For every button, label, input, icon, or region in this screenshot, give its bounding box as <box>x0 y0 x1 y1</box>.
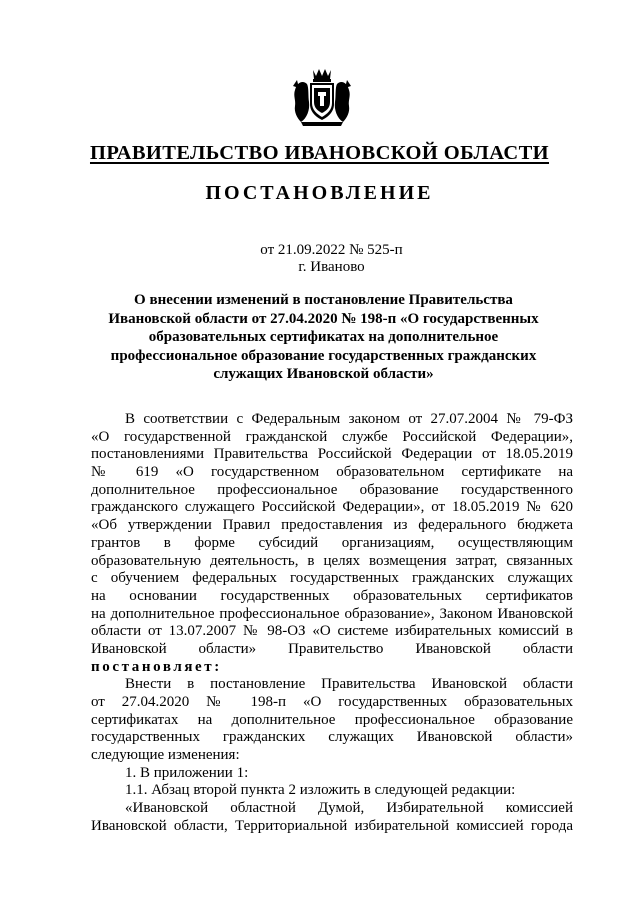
city-line: г. Иваново <box>298 259 365 275</box>
coat-of-arms-emblem <box>291 66 353 128</box>
document-body <box>91 411 573 836</box>
body-line: на дополнительное профессиональное образование», Законом Ивановской <box>91 605 573 622</box>
body-line: области от 13.07.2007 № 98-ОЗ «О системе избирательных комиссий в <box>91 623 573 640</box>
body-line: «Об утверждении Правил предоставления из федерального бюджета <box>91 517 573 534</box>
subject-line: Ивановской области от 27.04.2020 № 198-п «О государственных <box>108 310 539 327</box>
body-line: грантов в форме субсидий организациям, осуществляющим <box>91 534 573 551</box>
body-line: Ивановской области» Правительство Ивановской области <box>91 640 573 657</box>
body-line: с обучением федеральных государственных гражданских служащих <box>91 570 573 587</box>
body-line: «О государственной гражданской службе Российской Федерации», <box>91 428 573 445</box>
body-line: В соответствии с Федеральным законом от 27.07.2004 № 79-ФЗ <box>125 411 573 427</box>
document-subject <box>100 291 547 384</box>
subject-line: служащих Ивановской области» <box>213 366 434 383</box>
body-line: гражданского служащего Российской Федерации», от 18.05.2019 № 620 <box>91 499 573 516</box>
body-line: сертификатах на дополнительное профессиональное образование <box>91 711 573 728</box>
resolution-keyword: постановляет: <box>91 658 222 675</box>
body-line: постановлениями Правительства Российской Федерации от 18.05.2019 <box>91 446 573 463</box>
document-type-heading: ПОСТАНОВЛЕНИЕ <box>205 182 434 204</box>
body-line: следующие изменения: <box>91 747 240 764</box>
body-line: Внести в постановление Правительства Ивановской области <box>125 676 573 693</box>
body-line: образовательную деятельность, в целях возмещения затрат, связанных <box>91 552 573 569</box>
body-line: «Ивановской областной Думой, Избирательной комиссией <box>125 800 573 817</box>
subject-line: образовательных сертификатах на дополнительное <box>148 329 499 346</box>
date-number-line: от 21.09.2022 № 525-п <box>260 242 403 258</box>
body-line: от 27.04.2020 № 198-п «О государственных образовательных <box>91 694 573 710</box>
body-line: 1. В приложении 1: <box>125 764 249 781</box>
body-line: на основании государственных образовательных сертификатов <box>91 587 573 604</box>
body-line: дополнительное профессиональное образование государственного <box>91 481 573 498</box>
body-line: № 619 «О государственном образовательном сертификате на <box>91 464 573 481</box>
body-line: государственных гражданских служащих Ивановской области» <box>91 729 573 746</box>
subject-line: О внесении изменений в постановление Правительства <box>134 292 513 308</box>
body-line: Ивановской области, Территориальной избирательной комиссией города <box>91 817 573 834</box>
subject-line: профессиональное образование государственных гражданских <box>110 347 537 364</box>
government-title: ПРАВИТЕЛЬСТВО ИВАНОВСКОЙ ОБЛАСТИ <box>89 142 550 164</box>
body-line: 1.1. Абзац второй пункта 2 изложить в следующей редакции: <box>125 782 516 799</box>
